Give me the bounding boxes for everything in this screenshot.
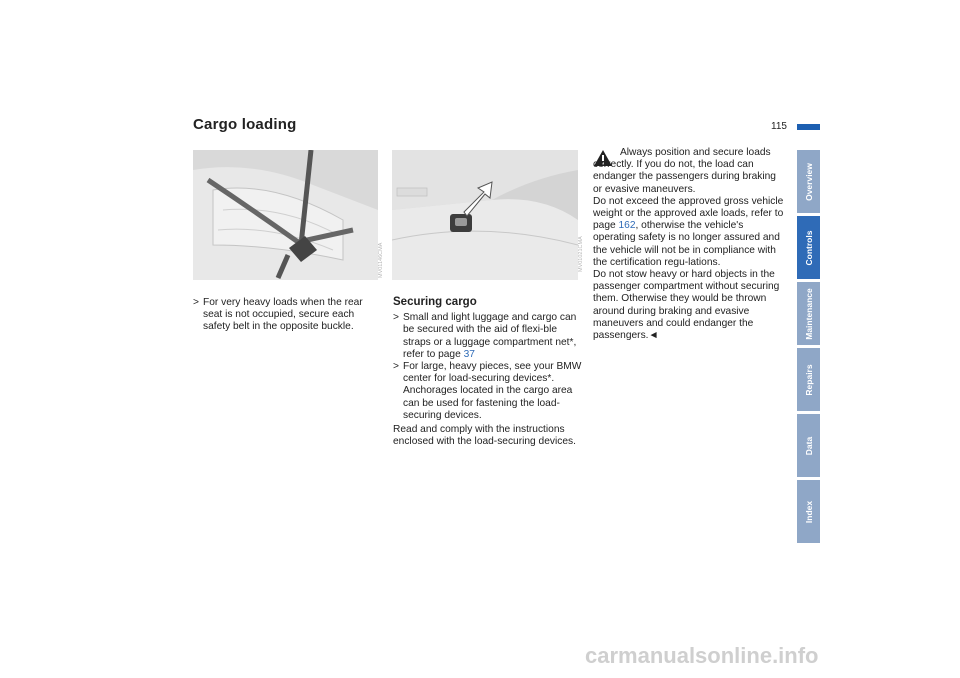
tab-index[interactable] [797, 480, 820, 543]
page-number-bar [797, 124, 820, 130]
tab-overview-label: Overview [803, 162, 814, 201]
warning-text: Always position and secure loads correctly. If you do not, the load can endanger the passengers during braking or evasive maneuvers. [593, 147, 776, 195]
tab-repairs-label: Repairs [803, 363, 814, 396]
tab-controls[interactable] [797, 216, 820, 279]
warning-text-part: , otherwise the vehicle's operating safety is no longer assured and the vehicle will not be in compliance with the certification regu-lations. [593, 220, 780, 268]
figure-code: MV01146CMA [378, 242, 384, 278]
bullet-marker: > [193, 297, 199, 308]
warning-text-3: Do not stow heavy or hard objects in the passenger compartment without securing them. Otherwise they would be thrown around during braking and evasive maneuvers and could endanger the passengers.◄ [593, 269, 780, 342]
tab-data[interactable] [797, 414, 820, 477]
section-tabs [797, 150, 820, 546]
cargo-anchorage-figure [392, 150, 578, 280]
page-title: Cargo loading [193, 116, 297, 133]
column-1-text [193, 297, 378, 334]
bullet-text: Small and light luggage and cargo can be secured with the aid of flexi-ble straps or a luggage compartment net*, refer to page [403, 312, 577, 360]
warning-text-2 [593, 196, 785, 269]
list-item [393, 312, 583, 361]
page-link-162[interactable]: 162 [618, 220, 636, 232]
tab-index-label: Index [803, 500, 814, 523]
column-3-warning [593, 147, 785, 342]
bullet-text: For large, heavy pieces, see your BMW center for load-securing devices*. Anchorages located in the cargo area can be used for fastening the load-securing devices. [403, 361, 582, 421]
tab-maintenance-label: Maintenance [803, 287, 814, 340]
list-item [393, 361, 583, 422]
watermark: carmanualsonline.info [585, 643, 819, 668]
tab-controls-label: Controls [803, 230, 814, 265]
list-item [193, 297, 378, 334]
column-2-text [393, 296, 583, 448]
bullet-text: For very heavy loads when the rear seat is not occupied, secure each safety belt in the opposite buckle. [203, 297, 363, 333]
bullet-marker: > [393, 312, 399, 324]
section-heading: Securing cargo [393, 296, 477, 308]
warning-text-part: Do not exceed the approved gross vehicle weight or the approved axle loads, refer to page [593, 195, 784, 232]
tab-data-label: Data [803, 436, 814, 455]
tab-repairs[interactable] [797, 348, 820, 411]
tab-maintenance[interactable] [797, 282, 820, 345]
bullet-marker: > [393, 361, 399, 373]
page-link-37[interactable]: 37 [463, 348, 475, 360]
figure-code: MV01021CMA [578, 236, 584, 272]
tab-overview[interactable] [797, 150, 820, 213]
rear-seat-belt-figure [193, 150, 378, 280]
page-number: 115 [771, 121, 787, 132]
paragraph: Read and comply with the instructions enclosed with the load-securing devices. [393, 424, 576, 448]
